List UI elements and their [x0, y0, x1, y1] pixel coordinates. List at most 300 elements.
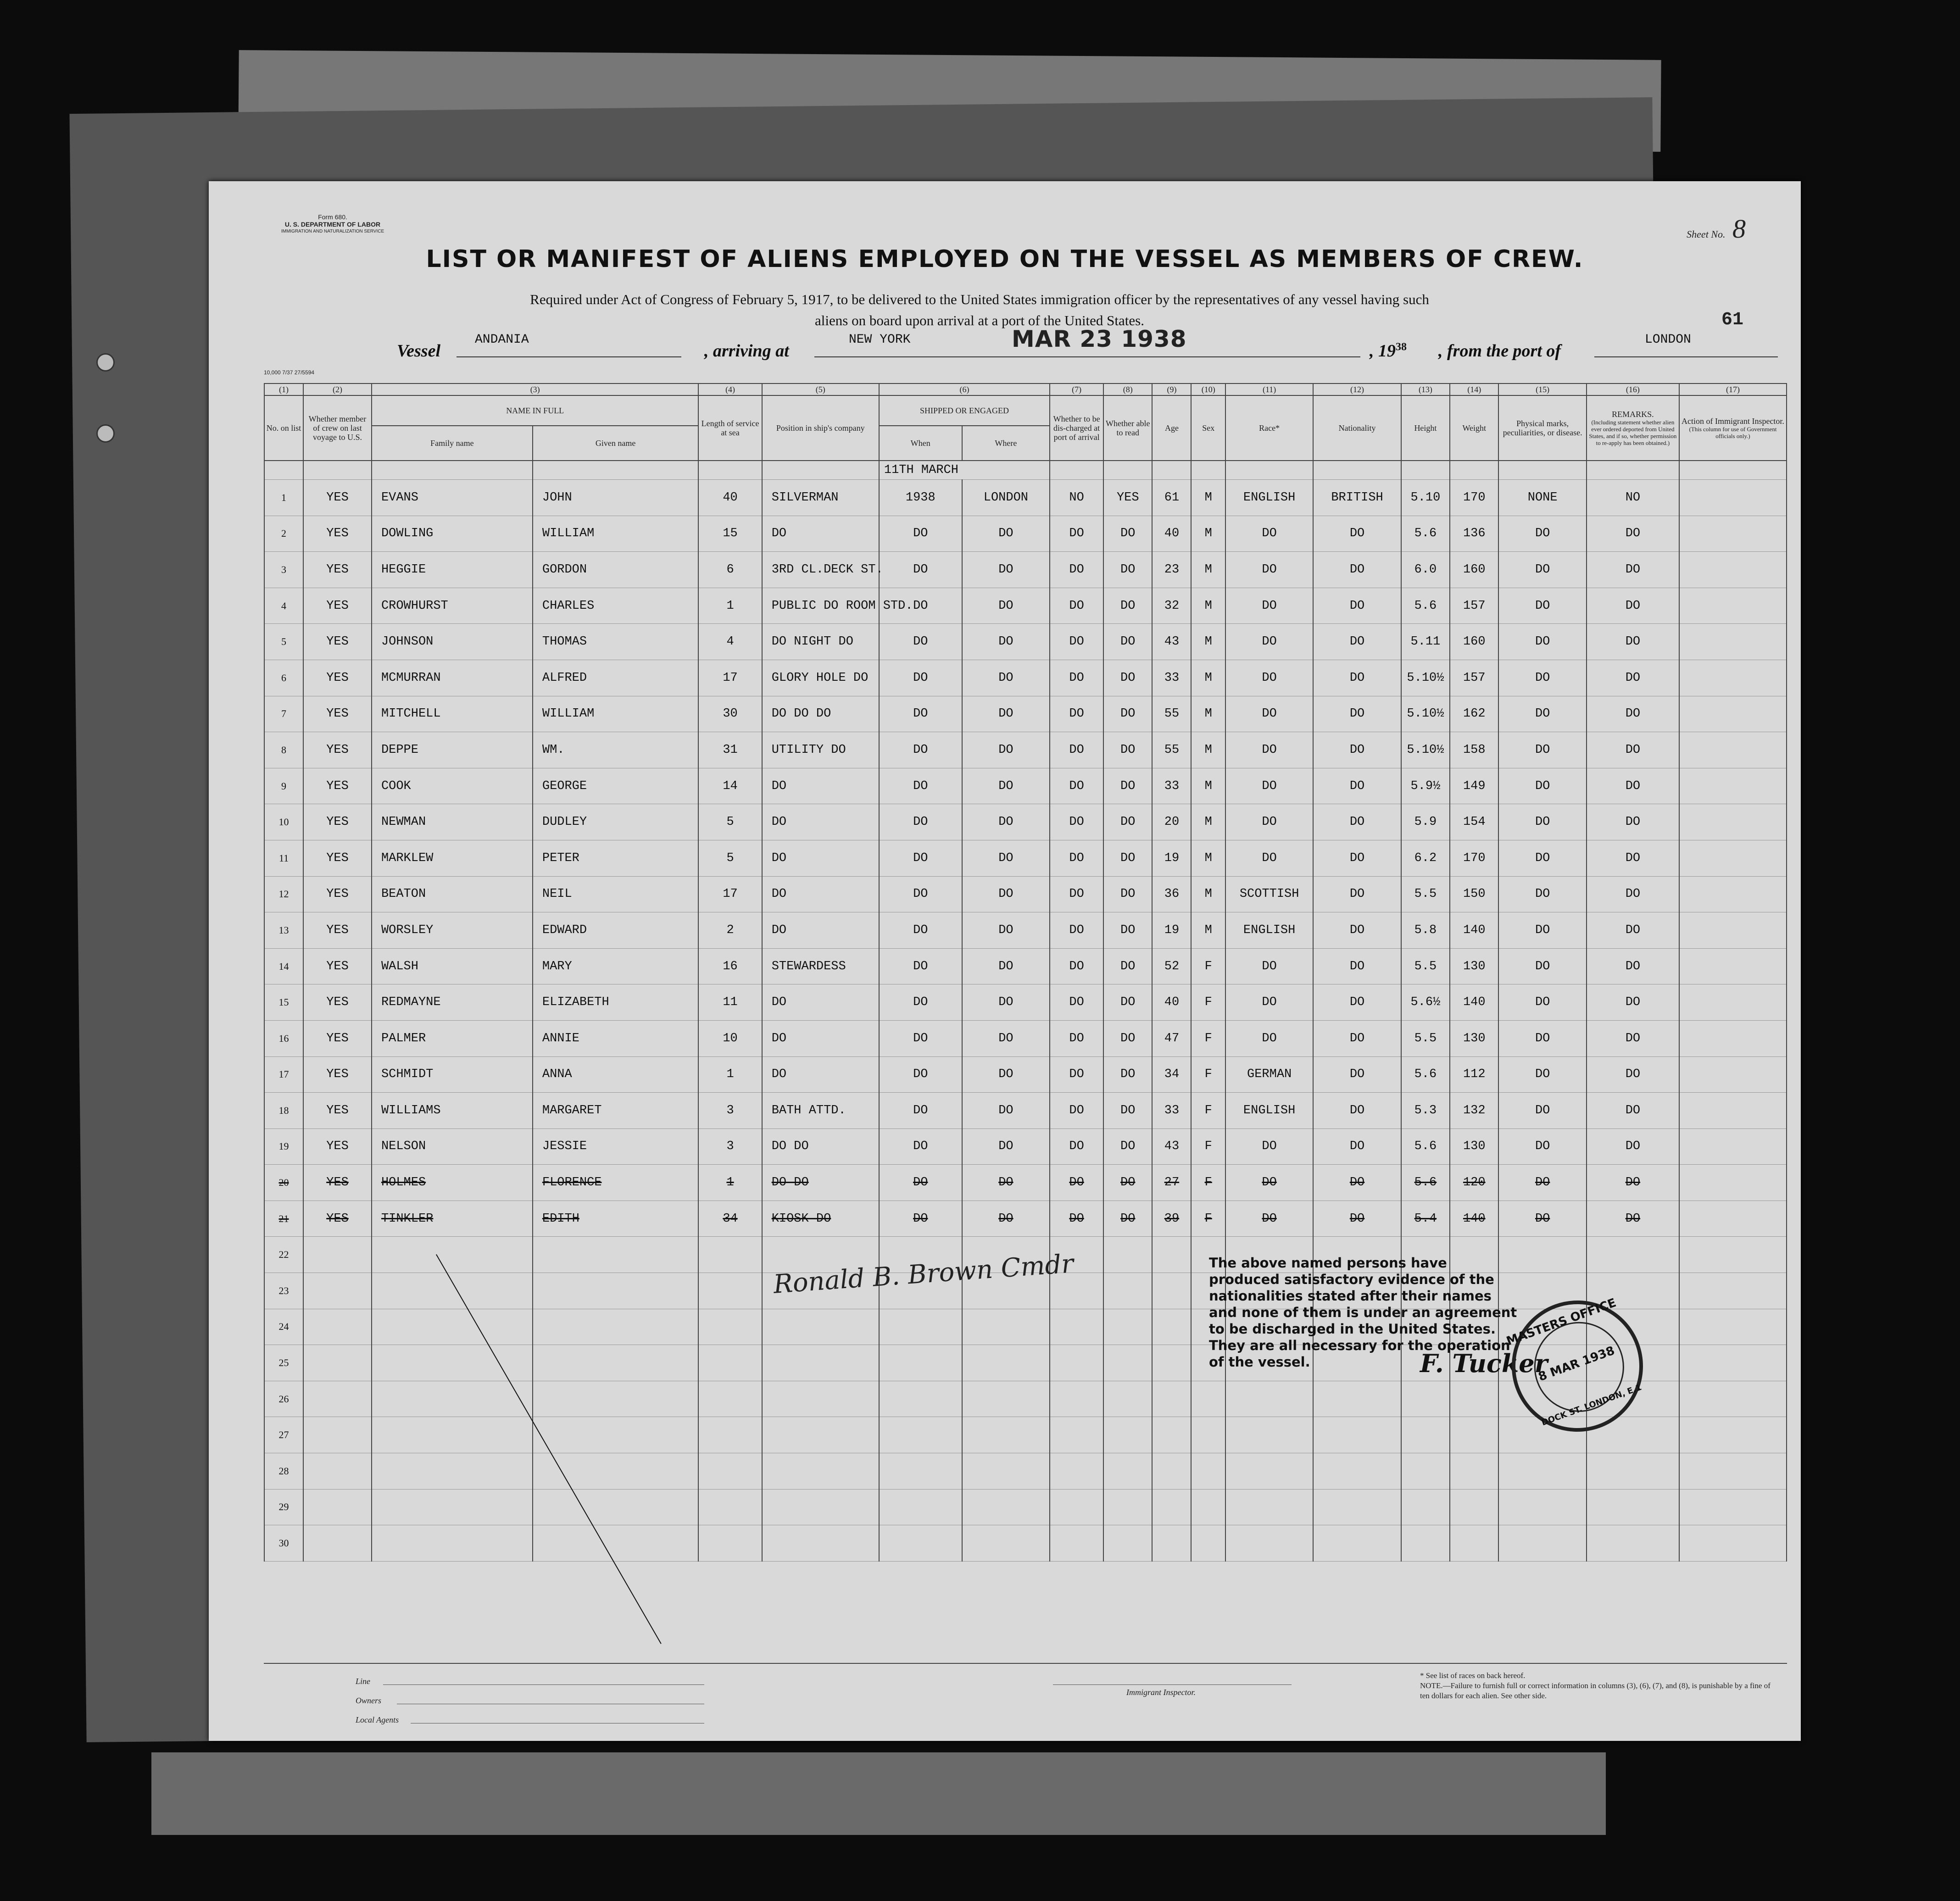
shipped-where: LONDON: [962, 480, 1050, 516]
sex: M: [1191, 480, 1225, 516]
empty-cell: [1498, 1453, 1586, 1490]
row-number: 16: [264, 1020, 303, 1056]
manifest-sheet: [209, 181, 1801, 1741]
row-number: 30: [264, 1525, 303, 1562]
empty-cell: [1103, 1273, 1152, 1309]
row-number: 26: [264, 1381, 303, 1417]
col-6-number: (6): [879, 384, 1050, 395]
length-of-service: 31: [698, 732, 762, 768]
nationality: DO: [1313, 948, 1401, 984]
empty-cell: [1103, 1453, 1152, 1490]
height: 5.6: [1401, 516, 1450, 552]
empty-cell: [1103, 1417, 1152, 1453]
previous-voyage: YES: [303, 1128, 372, 1165]
position: DO DO DO: [762, 696, 879, 732]
shipped-when: DO: [879, 1020, 962, 1056]
given-name: GORDON: [533, 552, 699, 588]
shipped-where: DO: [962, 516, 1050, 552]
given-name: PETER: [533, 840, 699, 876]
race: DO: [1225, 948, 1313, 984]
previous-voyage: YES: [303, 1093, 372, 1129]
physical-marks: DO: [1498, 912, 1586, 949]
nationality: BRITISH: [1313, 480, 1401, 516]
agent-signature: F. Tucker: [1420, 1349, 1548, 1378]
physical-marks: DO: [1498, 804, 1586, 840]
empty-cell: [1313, 1489, 1401, 1525]
able-to-read: DO: [1103, 1056, 1152, 1093]
shipped-when: DO: [879, 624, 962, 660]
empty-cell: [372, 1381, 533, 1417]
remarks: DO: [1587, 804, 1679, 840]
weight: 160: [1450, 624, 1498, 660]
discharged: DO: [1050, 1056, 1103, 1093]
document-subtitle: [383, 289, 1576, 331]
binder-ring: [96, 353, 115, 372]
footer-note-races: * See list of races on back hereof.: [1420, 1671, 1526, 1680]
empty-cell: [372, 1345, 533, 1381]
row-number: 14: [264, 948, 303, 984]
position: DO: [762, 912, 879, 949]
empty-cell: [1498, 1489, 1586, 1525]
empty-cell: [1050, 1381, 1103, 1417]
action-cell: [1679, 552, 1787, 588]
position: PUBLIC DO ROOM STD.: [762, 588, 879, 624]
discharged: DO: [1050, 552, 1103, 588]
able-to-read: DO: [1103, 804, 1152, 840]
shipped-when: DO: [879, 732, 962, 768]
discharged: DO: [1050, 588, 1103, 624]
race: DO: [1225, 1128, 1313, 1165]
row-number: 5: [264, 624, 303, 660]
remarks: DO: [1587, 840, 1679, 876]
empty-cell: [879, 1345, 962, 1381]
empty-cell: [698, 1453, 762, 1490]
physical-marks: DO: [1498, 1128, 1586, 1165]
shipped-where: DO: [962, 1093, 1050, 1129]
family-name: REDMAYNE: [372, 984, 533, 1021]
age: 34: [1152, 1056, 1191, 1093]
weight: 170: [1450, 480, 1498, 516]
shipped-when: DO: [879, 840, 962, 876]
height: 5.5: [1401, 1020, 1450, 1056]
empty-cell: [1450, 1417, 1498, 1453]
crew-row: [264, 552, 1787, 588]
physical-marks: DO: [1498, 696, 1586, 732]
discharged: DO: [1050, 660, 1103, 696]
action-cell: [1679, 1020, 1787, 1056]
nationality: DO: [1313, 876, 1401, 912]
empty-cell: [1450, 1489, 1498, 1525]
shipped-when: DO: [879, 516, 962, 552]
nationality: DO: [1313, 1201, 1401, 1237]
col-no-on-list: No. on list: [264, 395, 303, 461]
col-17-number: (17): [1679, 384, 1787, 395]
empty-cell: [879, 1381, 962, 1417]
subtitle-line-2: aliens on board upon arrival at a port of the United States.: [815, 312, 1144, 328]
nationality: DO: [1313, 840, 1401, 876]
empty-cell: [1401, 1381, 1450, 1417]
empty-cell: [1191, 1381, 1225, 1417]
discharged: DO: [1050, 624, 1103, 660]
empty-cell: [1225, 1453, 1313, 1490]
previous-voyage: YES: [303, 732, 372, 768]
col-age: Age: [1152, 395, 1191, 461]
empty-cell: [303, 1453, 372, 1490]
col-physical-marks: Physical marks, peculiarities, or disease.: [1498, 395, 1586, 461]
col-family-name: Family name: [372, 426, 533, 461]
action-cell: [1679, 840, 1787, 876]
empty-cell: [762, 1417, 879, 1453]
empty-cell: [1450, 1453, 1498, 1490]
previous-voyage: YES: [303, 480, 372, 516]
col-given-name: Given name: [533, 426, 699, 461]
empty-cell: [962, 1309, 1050, 1345]
nationality: DO: [1313, 660, 1401, 696]
physical-marks: DO: [1498, 516, 1586, 552]
given-name: WILLIAM: [533, 696, 699, 732]
row-number: 19: [264, 1128, 303, 1165]
discharged: DO: [1050, 876, 1103, 912]
empty-cell: [1679, 1381, 1787, 1417]
shipped-where: DO: [962, 1020, 1050, 1056]
empty-cell: [698, 1345, 762, 1381]
row-number: 13: [264, 912, 303, 949]
position: DO: [762, 516, 879, 552]
empty-cell: [698, 1489, 762, 1525]
age: 19: [1152, 912, 1191, 949]
able-to-read: DO: [1103, 840, 1152, 876]
position: DO: [762, 804, 879, 840]
footer-line-field: [383, 1684, 704, 1685]
remarks: DO: [1587, 588, 1679, 624]
sex: M: [1191, 876, 1225, 912]
vessel-line: [209, 333, 1801, 360]
able-to-read: DO: [1103, 1020, 1152, 1056]
shipped-when: DO: [879, 984, 962, 1021]
able-to-read: DO: [1103, 660, 1152, 696]
position: KIOSK DO: [762, 1201, 879, 1237]
empty-cell: [533, 1345, 699, 1381]
race: DO: [1225, 1201, 1313, 1237]
race: DO: [1225, 588, 1313, 624]
shipped-where: DO: [962, 660, 1050, 696]
length-of-service: 1: [698, 1165, 762, 1201]
empty-cell: [1103, 1489, 1152, 1525]
action-cell: [1679, 516, 1787, 552]
empty-cell: [372, 1417, 533, 1453]
col-remarks: [1587, 395, 1679, 461]
sex: M: [1191, 912, 1225, 949]
family-name: DOWLING: [372, 516, 533, 552]
able-to-read: DO: [1103, 1201, 1152, 1237]
action-cell: [1679, 804, 1787, 840]
race: DO: [1225, 732, 1313, 768]
empty-cell: [1313, 1453, 1401, 1490]
height: 5.6: [1401, 1165, 1450, 1201]
empty-cell: [1679, 1309, 1787, 1345]
footer-agents-label: Local Agents: [356, 1715, 399, 1724]
action-cell: [1679, 984, 1787, 1021]
crew-row: [264, 696, 1787, 732]
remarks: DO: [1587, 1165, 1679, 1201]
action-cell: [1679, 660, 1787, 696]
physical-marks: DO: [1498, 1093, 1586, 1129]
crew-row: [264, 1201, 1787, 1237]
col-when: When: [879, 426, 962, 461]
footer: [264, 1663, 1787, 1733]
height: 5.3: [1401, 1093, 1450, 1129]
able-to-read: DO: [1103, 1128, 1152, 1165]
position: SILVERMAN: [762, 480, 879, 516]
position: DO: [762, 876, 879, 912]
able-to-read: DO: [1103, 624, 1152, 660]
shipped-date-note: 11TH MARCH: [879, 461, 1050, 480]
remarks: DO: [1587, 696, 1679, 732]
length-of-service: 1: [698, 588, 762, 624]
discharged: DO: [1050, 516, 1103, 552]
shipped-where: DO: [962, 876, 1050, 912]
remarks: DO: [1587, 1093, 1679, 1129]
crew-row: [264, 768, 1787, 804]
physical-marks: DO: [1498, 1201, 1586, 1237]
remarks: DO: [1587, 1201, 1679, 1237]
race: DO: [1225, 552, 1313, 588]
binder-ring: [96, 424, 115, 443]
row-number: 20: [264, 1165, 303, 1201]
sex: M: [1191, 624, 1225, 660]
empty-cell: [1050, 1489, 1103, 1525]
height: 5.6: [1401, 1128, 1450, 1165]
age: 52: [1152, 948, 1191, 984]
weight: 120: [1450, 1165, 1498, 1201]
length-of-service: 34: [698, 1201, 762, 1237]
col-weight: Weight: [1450, 395, 1498, 461]
weight: 158: [1450, 732, 1498, 768]
empty-cell: [1401, 1453, 1450, 1490]
race: DO: [1225, 984, 1313, 1021]
arriving-label: , arriving at: [704, 341, 789, 361]
physical-marks: DO: [1498, 984, 1586, 1021]
discharged: DO: [1050, 804, 1103, 840]
nationality: DO: [1313, 912, 1401, 949]
sex: F: [1191, 1128, 1225, 1165]
length-of-service: 40: [698, 480, 762, 516]
length-of-service: 30: [698, 696, 762, 732]
race: DO: [1225, 840, 1313, 876]
empty-cell: [303, 1381, 372, 1417]
action-cell: [1679, 768, 1787, 804]
discharged: DO: [1050, 840, 1103, 876]
empty-cell: [372, 1273, 533, 1309]
given-name: MARY: [533, 948, 699, 984]
position: 3RD CL.DECK ST.: [762, 552, 879, 588]
empty-row: [264, 1525, 1787, 1562]
previous-voyage: YES: [303, 876, 372, 912]
family-name: BEATON: [372, 876, 533, 912]
sheet-number-block: [1687, 213, 1746, 244]
empty-cell: [1152, 1237, 1191, 1273]
height: 5.10½: [1401, 696, 1450, 732]
sex: M: [1191, 516, 1225, 552]
height: 5.10: [1401, 480, 1450, 516]
empty-cell: [1191, 1525, 1225, 1562]
year-label: [1370, 341, 1407, 361]
sex: F: [1191, 1056, 1225, 1093]
row-number: 24: [264, 1309, 303, 1345]
sheet-label: Sheet No.: [1687, 228, 1726, 240]
previous-voyage: YES: [303, 624, 372, 660]
row-number: 4: [264, 588, 303, 624]
sex: M: [1191, 588, 1225, 624]
given-name: ANNA: [533, 1056, 699, 1093]
crew-row: [264, 1093, 1787, 1129]
race: ENGLISH: [1225, 912, 1313, 949]
empty-cell: [762, 1489, 879, 1525]
empty-cell: [762, 1345, 879, 1381]
physical-marks: DO: [1498, 732, 1586, 768]
weight: 136: [1450, 516, 1498, 552]
shipped-where: DO: [962, 732, 1050, 768]
shipped-where: DO: [962, 840, 1050, 876]
age: 27: [1152, 1165, 1191, 1201]
sheet-number: 8: [1732, 214, 1746, 244]
master-signature: Ronald B. Brown Cmdr: [772, 1249, 1075, 1300]
empty-cell: [1225, 1381, 1313, 1417]
length-of-service: 3: [698, 1093, 762, 1129]
nationality: DO: [1313, 804, 1401, 840]
previous-voyage: YES: [303, 696, 372, 732]
remarks: DO: [1587, 624, 1679, 660]
action-title: Action of Immigrant Inspector.: [1681, 417, 1784, 426]
remarks: DO: [1587, 948, 1679, 984]
crew-row: [264, 624, 1787, 660]
col-shipped-or-engaged: SHIPPED OR ENGAGED: [879, 395, 1050, 426]
previous-voyage: YES: [303, 588, 372, 624]
action-cell: [1679, 876, 1787, 912]
row-number: 29: [264, 1489, 303, 1525]
length-of-service: 1: [698, 1056, 762, 1093]
action-cell: [1679, 948, 1787, 984]
empty-cell: [1191, 1417, 1225, 1453]
empty-cell: [303, 1273, 372, 1309]
remarks: DO: [1587, 768, 1679, 804]
year-prefix: , 19: [1370, 341, 1396, 361]
row-number: 3: [264, 552, 303, 588]
weight: 149: [1450, 768, 1498, 804]
sex: F: [1191, 1165, 1225, 1201]
sex: M: [1191, 660, 1225, 696]
length-of-service: 6: [698, 552, 762, 588]
footer-inspector-label: Immigrant Inspector.: [1126, 1688, 1196, 1697]
empty-cell: [372, 1453, 533, 1490]
physical-marks: DO: [1498, 1056, 1586, 1093]
given-name: THOMAS: [533, 624, 699, 660]
family-name: DEPPE: [372, 732, 533, 768]
empty-cell: [698, 1309, 762, 1345]
sex: M: [1191, 768, 1225, 804]
empty-cell: [1587, 1237, 1679, 1273]
position: DO NIGHT DO: [762, 624, 879, 660]
from-port: LONDON: [1645, 333, 1691, 347]
shipped-where: DO: [962, 624, 1050, 660]
position: GLORY HOLE DO: [762, 660, 879, 696]
able-to-read: DO: [1103, 1093, 1152, 1129]
shipped-when: DO: [879, 1165, 962, 1201]
row-number: 18: [264, 1093, 303, 1129]
empty-cell: [1103, 1381, 1152, 1417]
empty-cell: [1152, 1417, 1191, 1453]
able-to-read: DO: [1103, 588, 1152, 624]
shipped-when: DO: [879, 552, 962, 588]
height: 6.2: [1401, 840, 1450, 876]
discharged: DO: [1050, 984, 1103, 1021]
crew-row: [264, 876, 1787, 912]
row-number: 27: [264, 1417, 303, 1453]
empty-cell: [698, 1237, 762, 1273]
previous-voyage: YES: [303, 912, 372, 949]
sex: M: [1191, 696, 1225, 732]
age: 47: [1152, 1020, 1191, 1056]
sex: F: [1191, 1093, 1225, 1129]
race: ENGLISH: [1225, 1093, 1313, 1129]
given-name: JESSIE: [533, 1128, 699, 1165]
empty-row: [264, 1453, 1787, 1490]
weight: 154: [1450, 804, 1498, 840]
physical-marks: NONE: [1498, 480, 1586, 516]
shipped-when: DO: [879, 1128, 962, 1165]
length-of-service: 5: [698, 840, 762, 876]
given-name: ELIZABETH: [533, 984, 699, 1021]
physical-marks: DO: [1498, 552, 1586, 588]
empty-cell: [533, 1453, 699, 1490]
nationality: DO: [1313, 624, 1401, 660]
action-cell: [1679, 588, 1787, 624]
empty-cell: [762, 1309, 879, 1345]
empty-cell: [1050, 1345, 1103, 1381]
nationality: DO: [1313, 1056, 1401, 1093]
age: 61: [1152, 480, 1191, 516]
empty-cell: [533, 1489, 699, 1525]
empty-cell: [962, 1345, 1050, 1381]
empty-cell: [1225, 1489, 1313, 1525]
crew-row: [264, 912, 1787, 949]
empty-cell: [1313, 1381, 1401, 1417]
empty-cell: [879, 1489, 962, 1525]
nationality: DO: [1313, 696, 1401, 732]
family-name: NEWMAN: [372, 804, 533, 840]
able-to-read: DO: [1103, 732, 1152, 768]
empty-cell: [372, 1237, 533, 1273]
given-name: EDITH: [533, 1201, 699, 1237]
shipped-when: DO: [879, 588, 962, 624]
row-number: 2: [264, 516, 303, 552]
height: 5.9: [1401, 804, 1450, 840]
empty-cell: [1401, 1417, 1450, 1453]
empty-cell: [303, 1237, 372, 1273]
action-note: (This column for use of Government officials only.): [1689, 426, 1777, 439]
crew-row: [264, 480, 1787, 516]
family-name: MARKLEW: [372, 840, 533, 876]
age: 20: [1152, 804, 1191, 840]
col-sex: Sex: [1191, 395, 1225, 461]
sex: F: [1191, 948, 1225, 984]
remarks-note: (Including statement whether alien ever ordered deported from United States, and if so, whether permission to re-apply has been obtained.): [1589, 419, 1677, 446]
sex: M: [1191, 840, 1225, 876]
given-name: MARGARET: [533, 1093, 699, 1129]
crew-row: [264, 1020, 1787, 1056]
col-name-in-full: NAME IN FULL: [372, 395, 699, 426]
empty-cell: [1679, 1273, 1787, 1309]
